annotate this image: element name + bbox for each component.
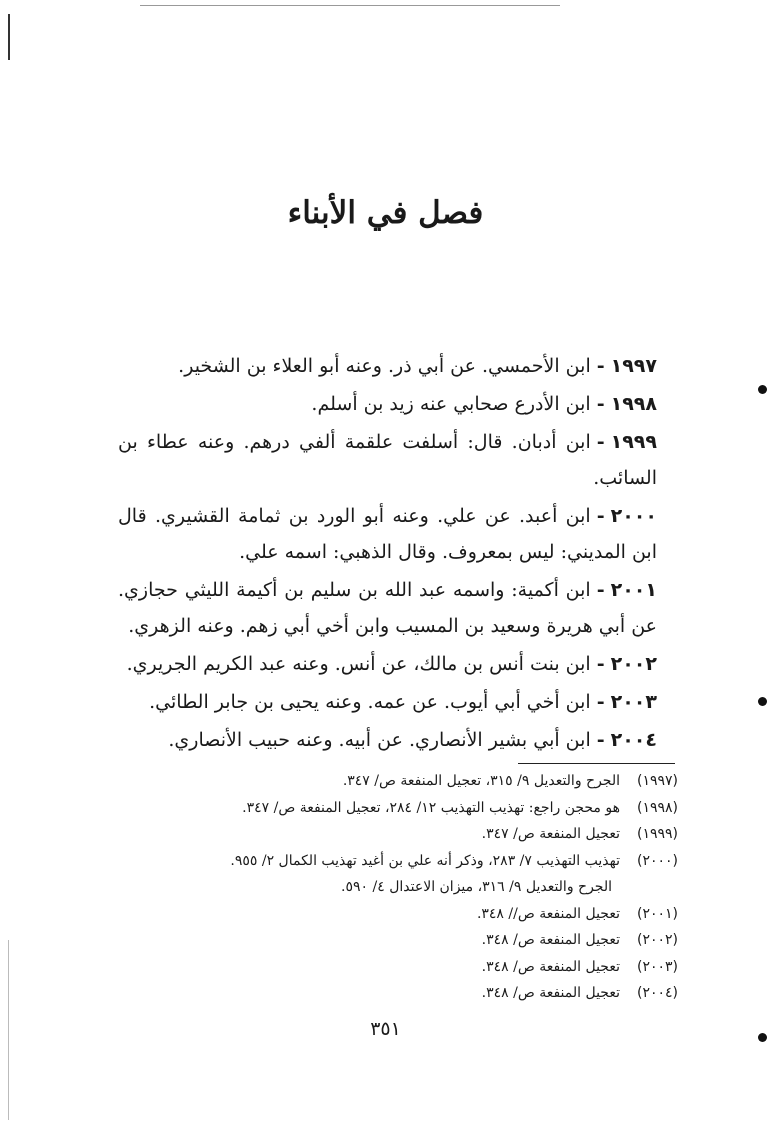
footnote-number: (٢٠٠٠): [636, 852, 678, 869]
footnote-number: (١٩٩٧): [636, 773, 678, 789]
footnote-text: الجرح والتعديل ٩/ ٣١٦، ميزان الاعتدال ٤/ ٥٩٠.: [341, 879, 612, 895]
scan-top-rule: [140, 5, 560, 6]
chapter-title: فصل في الأبناء: [287, 195, 484, 231]
binding-hole-icon: [758, 697, 767, 706]
entries-list: [118, 348, 675, 760]
scan-left-edge: [8, 14, 10, 60]
footnote-number: (٢٠٠٢): [636, 932, 678, 948]
entry-text: ابن الأدرع صحابي عنه زيد بن أسلم.: [311, 393, 591, 415]
entry-2002: ٢٠٠٢-ابن بنت أنس بن مالك، عن أنس. وعنه عبد الكريم الجريري.: [126, 653, 657, 675]
entry-1997: ١٩٩٧-ابن الأحمسي. عن أبي ذر. وعنه أبو العلاء بن الشخير.: [178, 355, 657, 377]
footnote: [150, 821, 678, 848]
entry-text: ابن أخي أبي أيوب. عن عمه. وعنه يحيى بن جابر الطائي.: [149, 691, 591, 713]
entry-number: ١٩٩٨: [610, 393, 657, 415]
entry-text: ابن أكمية: واسمه عبد الله بن سليم بن أكيمة الليثي حجازي. عن أبي هريرة وسعيد بن المسيب وابن أخي أبي زهم. وعنه الزهري.: [118, 579, 657, 637]
footnote-continuation: [150, 874, 678, 901]
entry-2000: ٢٠٠٠-ابن أعبد. عن علي. وعنه أبو الورد بن ثمامة القشيري. قال ابن المديني: ليس بمعروف. وقال الذهبي: اسمه علي.: [118, 505, 657, 563]
footnote-text: تعجيل المنفعة ص/ ٣٤٨.: [481, 985, 620, 1001]
footnote: [150, 980, 678, 1007]
footnote-text: تعجيل المنفعة ص/ ٣٤٧.: [481, 826, 620, 842]
entry-2003: ٢٠٠٣-ابن أخي أبي أيوب. عن عمه. وعنه يحيى بن جابر الطائي.: [149, 691, 657, 713]
entry-1999: ١٩٩٩-ابن أدبان. قال: أسلفت علقمة ألفي درهم. وعنه عطاء بن السائب.: [118, 431, 657, 489]
entry-text: ابن أعبد. عن علي. وعنه أبو الورد بن ثمامة القشيري. قال ابن المديني: ليس بمعروف. وقال الذهبي: اسمه علي.: [118, 505, 657, 563]
entry-number: ١٩٩٩: [610, 431, 657, 453]
footnote-text: تعجيل المنفعة ص/ ٣٤٨.: [481, 932, 620, 948]
footnote-text: هو محجن راجع: تهذيب التهذيب ١٢/ ٢٨٤، تعجيل المنفعة ص/ ٣٤٧.: [242, 799, 620, 816]
entry-number: ١٩٩٧: [610, 355, 657, 377]
binding-hole-icon: [758, 385, 767, 394]
footnote: [150, 795, 678, 822]
footnote-text: تعجيل المنفعة ص// ٣٤٨.: [476, 905, 620, 922]
entry-number: ٢٠٠٣: [610, 691, 657, 713]
footnote: [150, 954, 678, 981]
footnote-text: تهذيب التهذيب ٧/ ٢٨٣، وذكر أنه علي بن أغيد تهذيب الكمال ٢/ ٩٥٥.: [230, 852, 620, 869]
footnote: [150, 927, 678, 954]
entry-number: ٢٠٠٢: [610, 653, 657, 675]
entry-number: ٢٠٠٤: [610, 729, 657, 751]
entry-1998: ١٩٩٨-ابن الأدرع صحابي عنه زيد بن أسلم.: [311, 393, 657, 415]
footnote-text: تعجيل المنفعة ص/ ٣٤٨.: [481, 958, 620, 975]
entry-text: ابن بنت أنس بن مالك، عن أنس. وعنه عبد الكريم الجريري.: [126, 653, 591, 675]
footnote: [150, 768, 678, 795]
footnote-number: (١٩٩٩): [636, 826, 678, 842]
footnote-number: (٢٠٠١): [636, 905, 678, 922]
footnotes: [150, 768, 678, 1007]
footnote-separator: [518, 763, 675, 764]
entry-2001: ٢٠٠١-ابن أكمية: واسمه عبد الله بن سليم بن أكيمة الليثي حجازي. عن أبي هريرة وسعيد بن المسيب وابن أخي أبي زهم. وعنه الزهري.: [118, 579, 657, 637]
footnote: [150, 901, 678, 928]
footnote-number: (١٩٩٨): [636, 799, 678, 816]
entry-text: ابن أبي بشير الأنصاري. عن أبيه. وعنه حبيب الأنصاري.: [168, 729, 591, 751]
entry-number: ٢٠٠٠: [610, 505, 657, 527]
footnote-text: الجرح والتعديل ٩/ ٣١٥، تعجيل المنفعة ص/ ٣٤٧.: [342, 773, 620, 789]
entry-number: ٢٠٠١: [610, 579, 657, 601]
footnote-number: (٢٠٠٣): [636, 958, 678, 975]
page-number: ٣٥١: [370, 1018, 401, 1040]
entry-text: ابن أدبان. قال: أسلفت علقمة ألفي درهم. وعنه عطاء بن السائب.: [118, 431, 657, 489]
entry-text: ابن الأحمسي. عن أبي ذر. وعنه أبو العلاء بن الشخير.: [178, 355, 591, 377]
entry-2004: ٢٠٠٤-ابن أبي بشير الأنصاري. عن أبيه. وعنه حبيب الأنصاري.: [168, 729, 657, 751]
footnote: [150, 848, 678, 875]
footnote-number: (٢٠٠٤): [636, 985, 678, 1001]
